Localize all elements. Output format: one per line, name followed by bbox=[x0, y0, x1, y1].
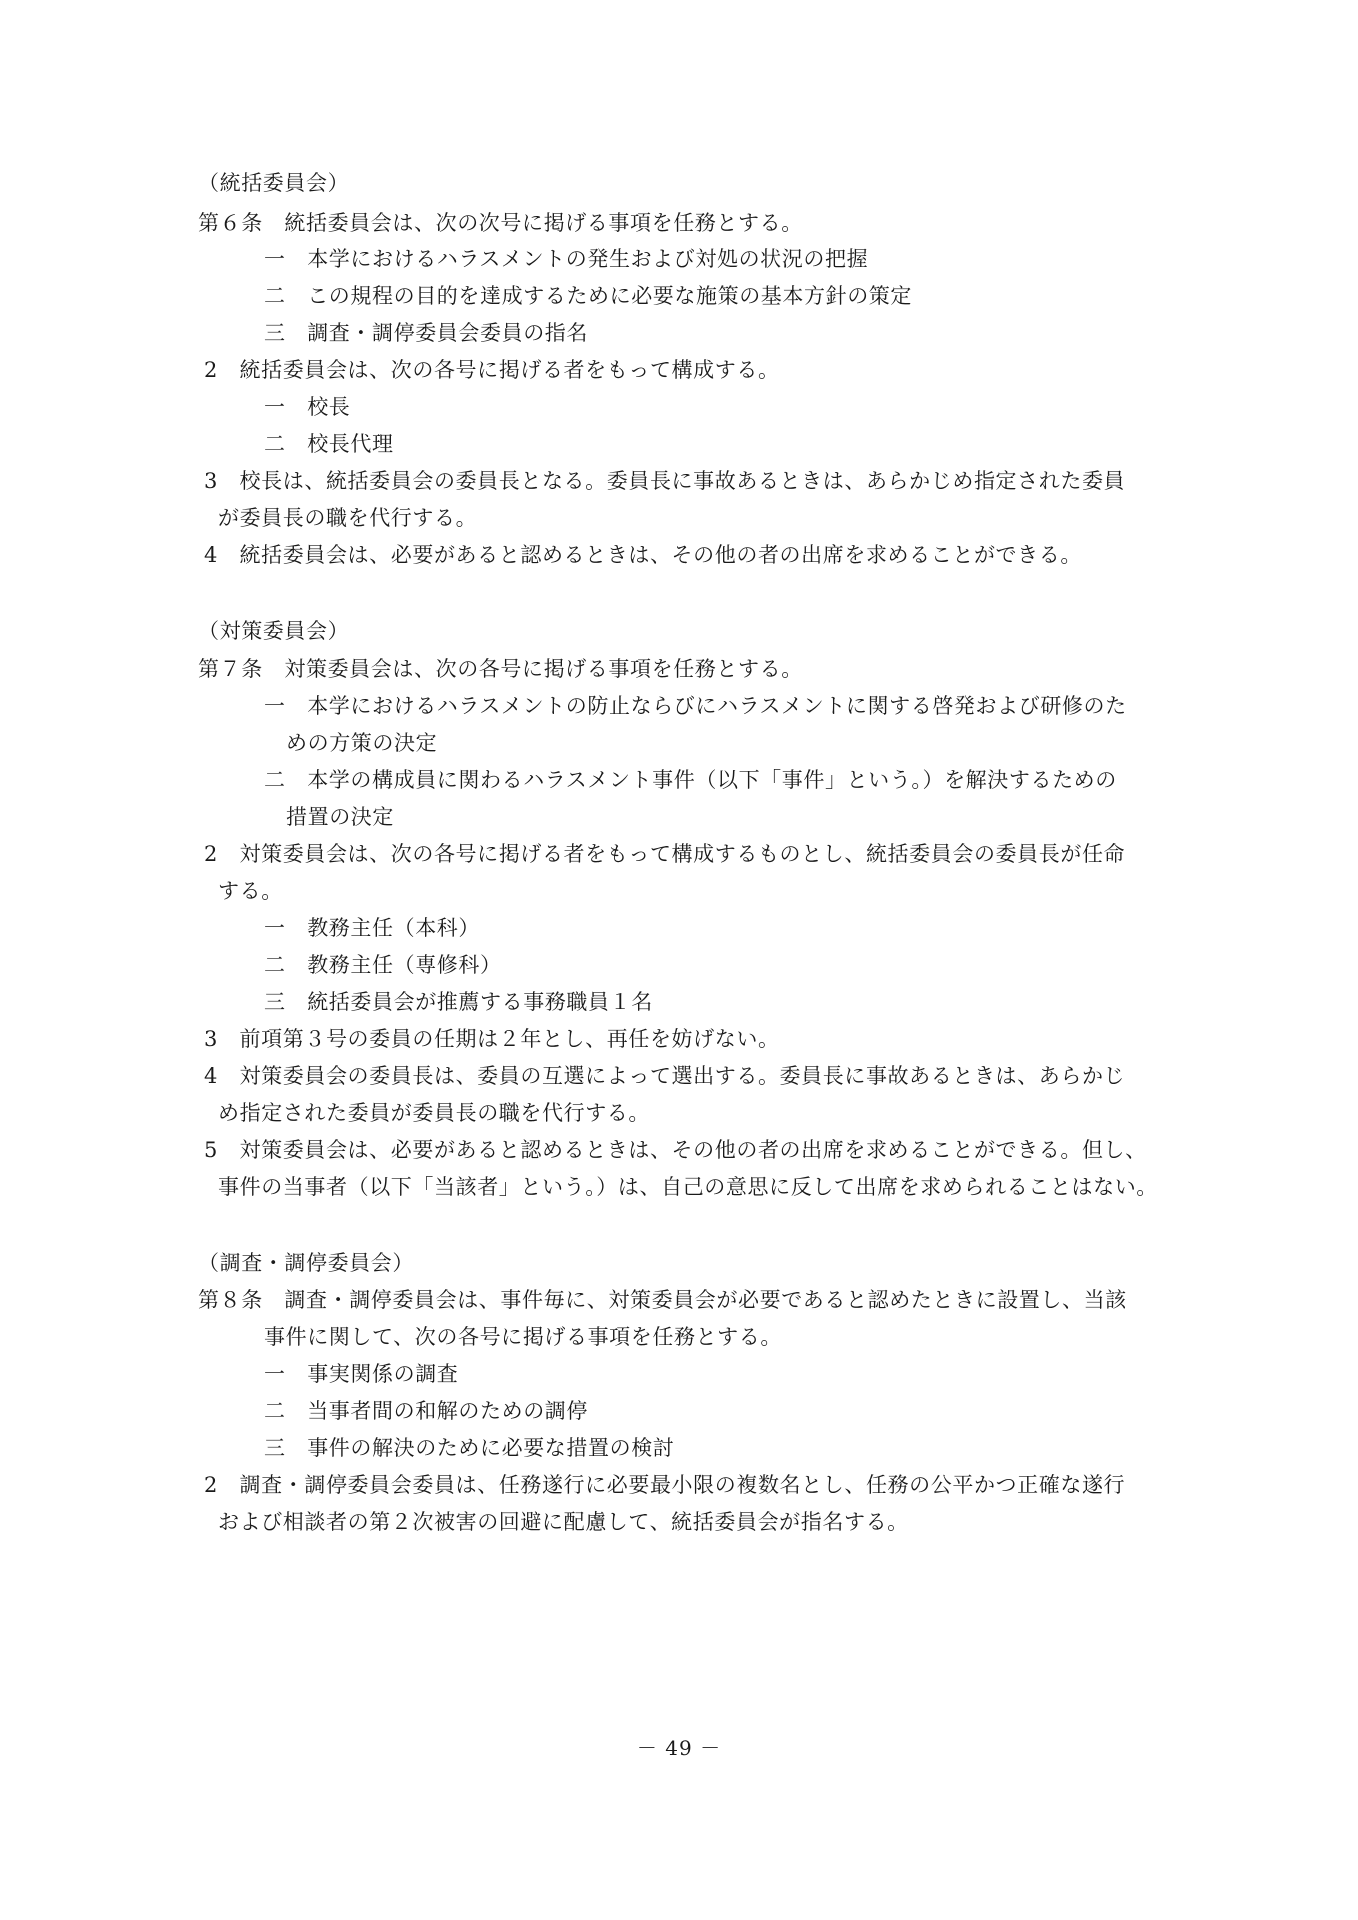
article-7-paragraph-5-line-2: 事件の当事者（以下「当該者」という。）は、自己の意思に反して出席を求められることはない。 bbox=[218, 1175, 1158, 1199]
article-7-paragraph-4-line-1: 4 対策委員会の委員長は、委員の互選によって選出する。委員長に事故あるときは、あらかじ bbox=[204, 1064, 1126, 1088]
article-7-item-1-line-1: 一 本学におけるハラスメントの防止ならびにハラスメントに関する啓発および研修のた bbox=[264, 694, 1127, 718]
article-8-paragraph-2-line-1: 2 調査・調停委員会委員は、任務遂行に必要最小限の複数名とし、任務の公平かつ正確な遂行 bbox=[204, 1473, 1126, 1497]
article-6-heading: （統括委員会） bbox=[198, 171, 350, 195]
article-6-paragraph-3-line-1: 3 校長は、統括委員会の委員長となる。委員長に事故あるときは、あらかじめ指定された委員 bbox=[204, 469, 1126, 493]
article-6-item-2: 二 この規程の目的を達成するために必要な施策の基本方針の策定 bbox=[264, 284, 912, 308]
article-8-heading: （調査・調停委員会） bbox=[198, 1251, 414, 1275]
article-7-item-2-line-1: 二 本学の構成員に関わるハラスメント事件（以下「事件」という。）を解決するための bbox=[264, 768, 1117, 792]
article-7-p2-item-1: 一 教務主任（本科） bbox=[264, 916, 480, 940]
article-6-paragraph-4: 4 統括委員会は、必要があると認めるときは、その他の者の出席を求めることができる。 bbox=[204, 543, 1082, 567]
article-7-paragraph-2-line-1: 2 対策委員会は、次の各号に掲げる者をもって構成するものとし、統括委員会の委員長が任命 bbox=[204, 842, 1126, 866]
article-7-item-2-line-2: 措置の決定 bbox=[286, 805, 394, 829]
page-number: － 49 － bbox=[636, 1736, 722, 1760]
article-8-main-line-1: 第８条 調査・調停委員会は、事件毎に、対策委員会が必要であると認めたときに設置し、当該 bbox=[198, 1288, 1127, 1312]
article-6-item-1: 一 本学におけるハラスメントの発生および対処の状況の把握 bbox=[264, 247, 869, 271]
article-7-p2-item-2: 二 教務主任（専修科） bbox=[264, 953, 502, 977]
article-6-paragraph-2: 2 統括委員会は、次の各号に掲げる者をもって構成する。 bbox=[204, 358, 780, 382]
article-6-p2-item-1: 一 校長 bbox=[264, 395, 351, 419]
article-8-item-3: 三 事件の解決のために必要な措置の検討 bbox=[264, 1436, 675, 1460]
article-6-paragraph-3-line-2: が委員長の職を代行する。 bbox=[218, 506, 478, 530]
article-8-main-line-2: 事件に関して、次の各号に掲げる事項を任務とする。 bbox=[264, 1325, 782, 1349]
article-7-paragraph-3: 3 前項第３号の委員の任期は２年とし、再任を妨げない。 bbox=[204, 1027, 780, 1051]
article-8-item-2: 二 当事者間の和解のための調停 bbox=[264, 1399, 588, 1423]
article-8-item-1: 一 事実関係の調査 bbox=[264, 1362, 459, 1386]
article-7-main: 第７条 対策委員会は、次の各号に掲げる事項を任務とする。 bbox=[198, 657, 803, 681]
article-6-main: 第６条 統括委員会は、次の次号に掲げる事項を任務とする。 bbox=[198, 211, 803, 235]
article-7-paragraph-2-line-2: する。 bbox=[218, 879, 283, 903]
article-7-heading: （対策委員会） bbox=[198, 619, 350, 643]
article-6-p2-item-2: 二 校長代理 bbox=[264, 432, 394, 456]
article-7-p2-item-3: 三 統括委員会が推薦する事務職員１名 bbox=[264, 990, 653, 1014]
article-7-item-1-line-2: めの方策の決定 bbox=[286, 731, 438, 755]
article-7-paragraph-5-line-1: 5 対策委員会は、必要があると認めるときは、その他の者の出席を求めることができる。但し、 bbox=[204, 1138, 1147, 1162]
article-7-paragraph-4-line-2: め指定された委員が委員長の職を代行する。 bbox=[218, 1101, 650, 1125]
article-6-item-3: 三 調査・調停委員会委員の指名 bbox=[264, 321, 588, 345]
article-8-paragraph-2-line-2: および相談者の第２次被害の回避に配慮して、統括委員会が指名する。 bbox=[218, 1510, 909, 1534]
